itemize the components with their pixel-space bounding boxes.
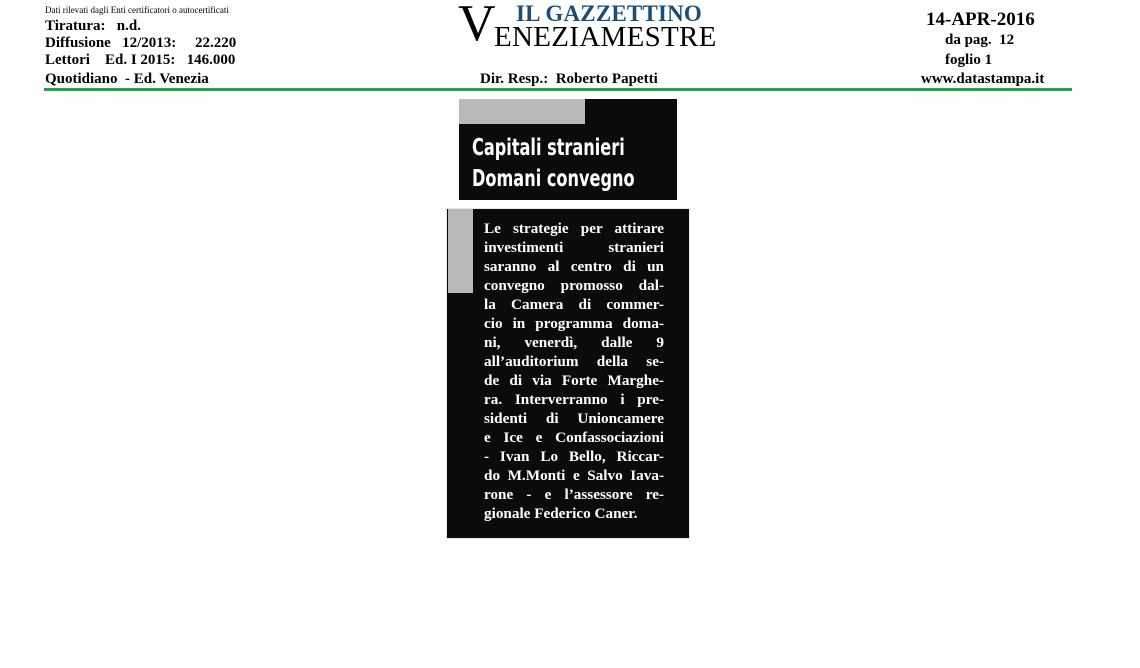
article-line: - Ivan Lo Bello, Riccar- xyxy=(484,448,664,465)
article-line: convegno promosso dal- xyxy=(484,277,664,294)
sheet-reference: foglio 1 xyxy=(945,52,993,68)
page-reference: da pag. 12 xyxy=(945,32,1015,48)
headline-line-2: Domani convegno xyxy=(472,166,635,192)
edition-label: Quotidiano - Ed. Venezia xyxy=(45,71,209,87)
article-line: de di via Forte Marghe- xyxy=(484,372,664,389)
circulation-print: Tiratura: n.d. xyxy=(45,18,141,34)
article-line: investimenti stranieri xyxy=(484,239,664,256)
certification-note: Dati rilevati dagli Enti certificatori o autocertificati xyxy=(45,5,229,15)
article-line: saranno al centro di un xyxy=(484,258,664,275)
publication-date: 14-APR-2016 xyxy=(926,9,1035,30)
header-divider xyxy=(44,88,1072,91)
masthead-subtitle: ENEZIAMESTRE xyxy=(494,21,717,53)
masthead-title: IL GAZZETTINO xyxy=(516,1,703,26)
circulation-distribution: Diffusione 12/2013: 22.220 xyxy=(45,35,237,51)
article-line: ra. Interverranno i pre- xyxy=(484,391,664,408)
article-gray-tab xyxy=(448,209,473,293)
article-line: rone - e l’assessore re- xyxy=(484,486,664,503)
circulation-readers: Lettori Ed. I 2015: 146.000 xyxy=(45,52,236,68)
article-line: ni, venerdì, dalle 9 xyxy=(484,334,664,351)
headline-line-1: Capitali stranieri xyxy=(472,135,625,161)
article-line: Le strategie per attirare xyxy=(484,220,664,237)
article-line: la Camera di commer- xyxy=(484,296,664,313)
article-line: e Ice e Confassociazioni xyxy=(484,429,664,446)
masthead-initial: V xyxy=(458,0,496,52)
website-label: www.datastampa.it xyxy=(921,71,1045,87)
headline-gray-tab xyxy=(459,99,585,124)
article-line: all’auditorium della se- xyxy=(484,353,664,370)
director-label: Dir. Resp.: Roberto Papetti xyxy=(480,71,658,87)
article-body-text xyxy=(484,219,664,523)
article-line: do M.Monti e Salvo Iava- xyxy=(484,467,664,484)
article-line: gionale Federico Caner. xyxy=(484,505,638,522)
article-line: sidenti di Unioncamere xyxy=(484,410,664,427)
article-line: cio in programma doma- xyxy=(484,315,664,332)
